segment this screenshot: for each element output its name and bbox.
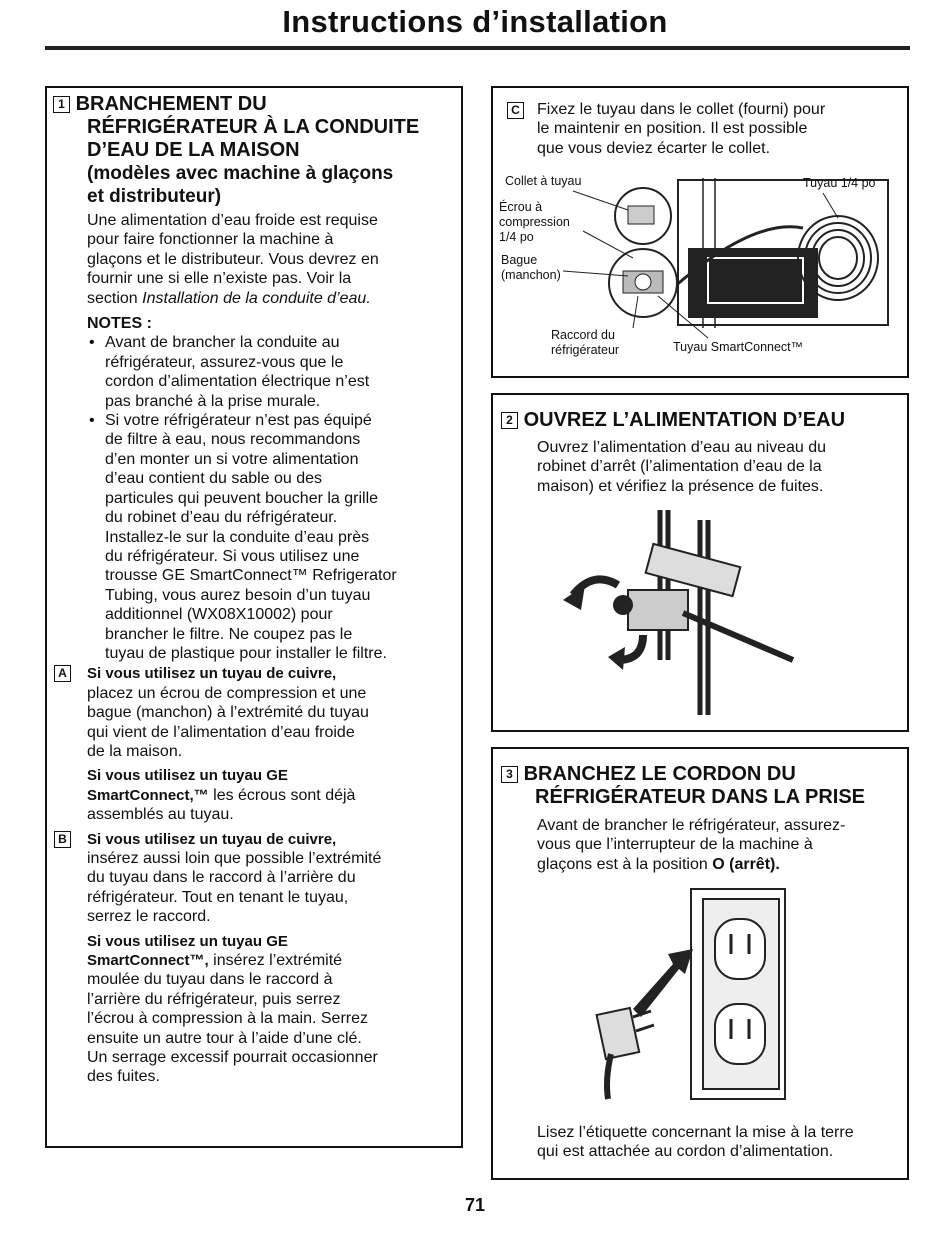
clamp-icon	[628, 206, 654, 224]
notes-label: NOTES :	[87, 315, 152, 333]
valve-handle-icon	[613, 595, 633, 615]
note-2: • Si votre réfrigérateur n’est pas équipé de filtre à eau, nous recommandons d’en monter un si votre alimentation d’eau contient du sable ou des particules qui peuvent boucher la grille du robinet d’eau du réfrigérateur. Installez-le sur la conduite d’eau près du réfrigérateur. Si vous utilisez une trousse GE SmartConnect™ Refrigerator Tubing, vous aurez besoin d’un tuyau additionnel (WX08X10002) pour brancher le filtre. Ne coupez pas le tuyau de plastique pour installer le filtre.	[87, 411, 453, 663]
step-b: B Si vous utilisez un tuyau de cuivre, insérez aussi loin que possible l’extrémité du tuyau dans le raccord à l’arrière du réfrigérateur. Tout en tenant le tuyau, serrez le raccord. Si vous utilisez un tuyau GE SmartConnect™, insérez l’extrémité moulée du tuyau dans le raccord à l’arrière du réfrigérateur, puis serrez l’écrou à compression à la main. Serrez ensuite un autre tour à l’aide d’une clé. Un serrage excessif pourrait occasionner des fuites.	[53, 830, 453, 1087]
section-2-text: Ouvrez l’alimentation d’eau au niveau du robinet d’arrêt (l’alimentation d’eau de la maison) et vérifiez la présence de fuites.	[537, 439, 827, 495]
arrowhead-icon	[608, 647, 625, 670]
power-cord	[607, 1054, 611, 1099]
step-c-box	[491, 86, 909, 378]
step-a-badge: A	[54, 665, 71, 682]
label-bague: Bague (manchon)	[501, 253, 561, 282]
leader-line	[823, 193, 838, 218]
valve-body-icon	[628, 590, 688, 630]
label-collet: Collet à tuyau	[505, 174, 582, 188]
page-number: 71	[464, 1195, 486, 1215]
nut-icon	[635, 274, 651, 290]
label-tuyau-quart: Tuyau 1/4 po	[803, 176, 876, 190]
grounding-note: Lisez l’étiquette concernant la mise à la terre qui est attachée au cordon d’alimentation.	[537, 1124, 854, 1161]
label-smartconnect: Tuyau SmartConnect™	[673, 340, 804, 354]
step-b-badge: B	[54, 831, 71, 848]
notes-list	[53, 333, 453, 663]
section-3-box	[491, 747, 909, 1180]
receptacle-bottom-icon	[715, 1004, 765, 1064]
section-1-heading: 1 BRANCHEMENT DU RÉFRIGÉRATEUR À LA CONDUITE D’EAU DE LA MAISON	[53, 93, 453, 162]
note-1: • Avant de brancher la conduite au réfrigérateur, assurez-vous que le cordon d’alimentation électrique n’est pas branché à la prise murale.	[87, 333, 453, 411]
step-number-badge: 2	[501, 412, 518, 429]
outlet-illustration	[493, 749, 907, 1178]
section-3-heading: 3 BRANCHEZ LE CORDON DU RÉFRIGÉRATEUR DANS LA PRISE	[501, 763, 901, 809]
title-rule	[45, 46, 910, 50]
page-title: Instructions d’installation	[282, 4, 668, 39]
section-3-text: Avant de brancher le réfrigérateur, assurez- vous que l’interrupteur de la machine à glaçons est à la position O (arrêt).	[537, 817, 846, 873]
label-raccord: Raccord du réfrigérateur	[551, 328, 620, 357]
section-2-heading: 2 OUVREZ L’ALIMENTATION D’EAU	[501, 409, 901, 432]
step-number-badge: 3	[501, 766, 518, 783]
section-1-intro: Une alimentation d’eau froide est requise pour faire fonctionner la machine à glaçons et le distributeur. Vous devrez en fournir une si elle n’existe pas. Voir la section Installation de la conduite d’eau.	[87, 212, 379, 307]
step-a: A Si vous utilisez un tuyau de cuivre, placez un écrou de compression et une bague (manchon) à l’extrémité du tuyau qui vient de l’alimentation d’eau froide de la maison. Si vous utilisez un tuyau GE SmartConnect,™ les écrous sont déjà assemblés au tuyau.	[53, 664, 453, 824]
step-c-badge: C	[507, 102, 524, 119]
section-1-content	[53, 93, 453, 1087]
step-c-text: C Fixez le tuyau dans le collet (fourni) pour le maintenir en position. Il est possible que vous deviez écarter le collet.	[507, 100, 933, 158]
insert-arrow-icon	[633, 949, 693, 1017]
shutoff-valve-illustration	[493, 395, 907, 730]
receptacle-top-icon	[715, 919, 765, 979]
label-ecrou: Écrou à compression 1/4 po	[499, 200, 570, 244]
section-2-box	[491, 393, 909, 732]
section-1-subheading: (modèles avec machine à glaçons et distributeur)	[87, 163, 394, 207]
section-1-box	[45, 86, 463, 1148]
step-number-badge: 1	[53, 96, 70, 113]
